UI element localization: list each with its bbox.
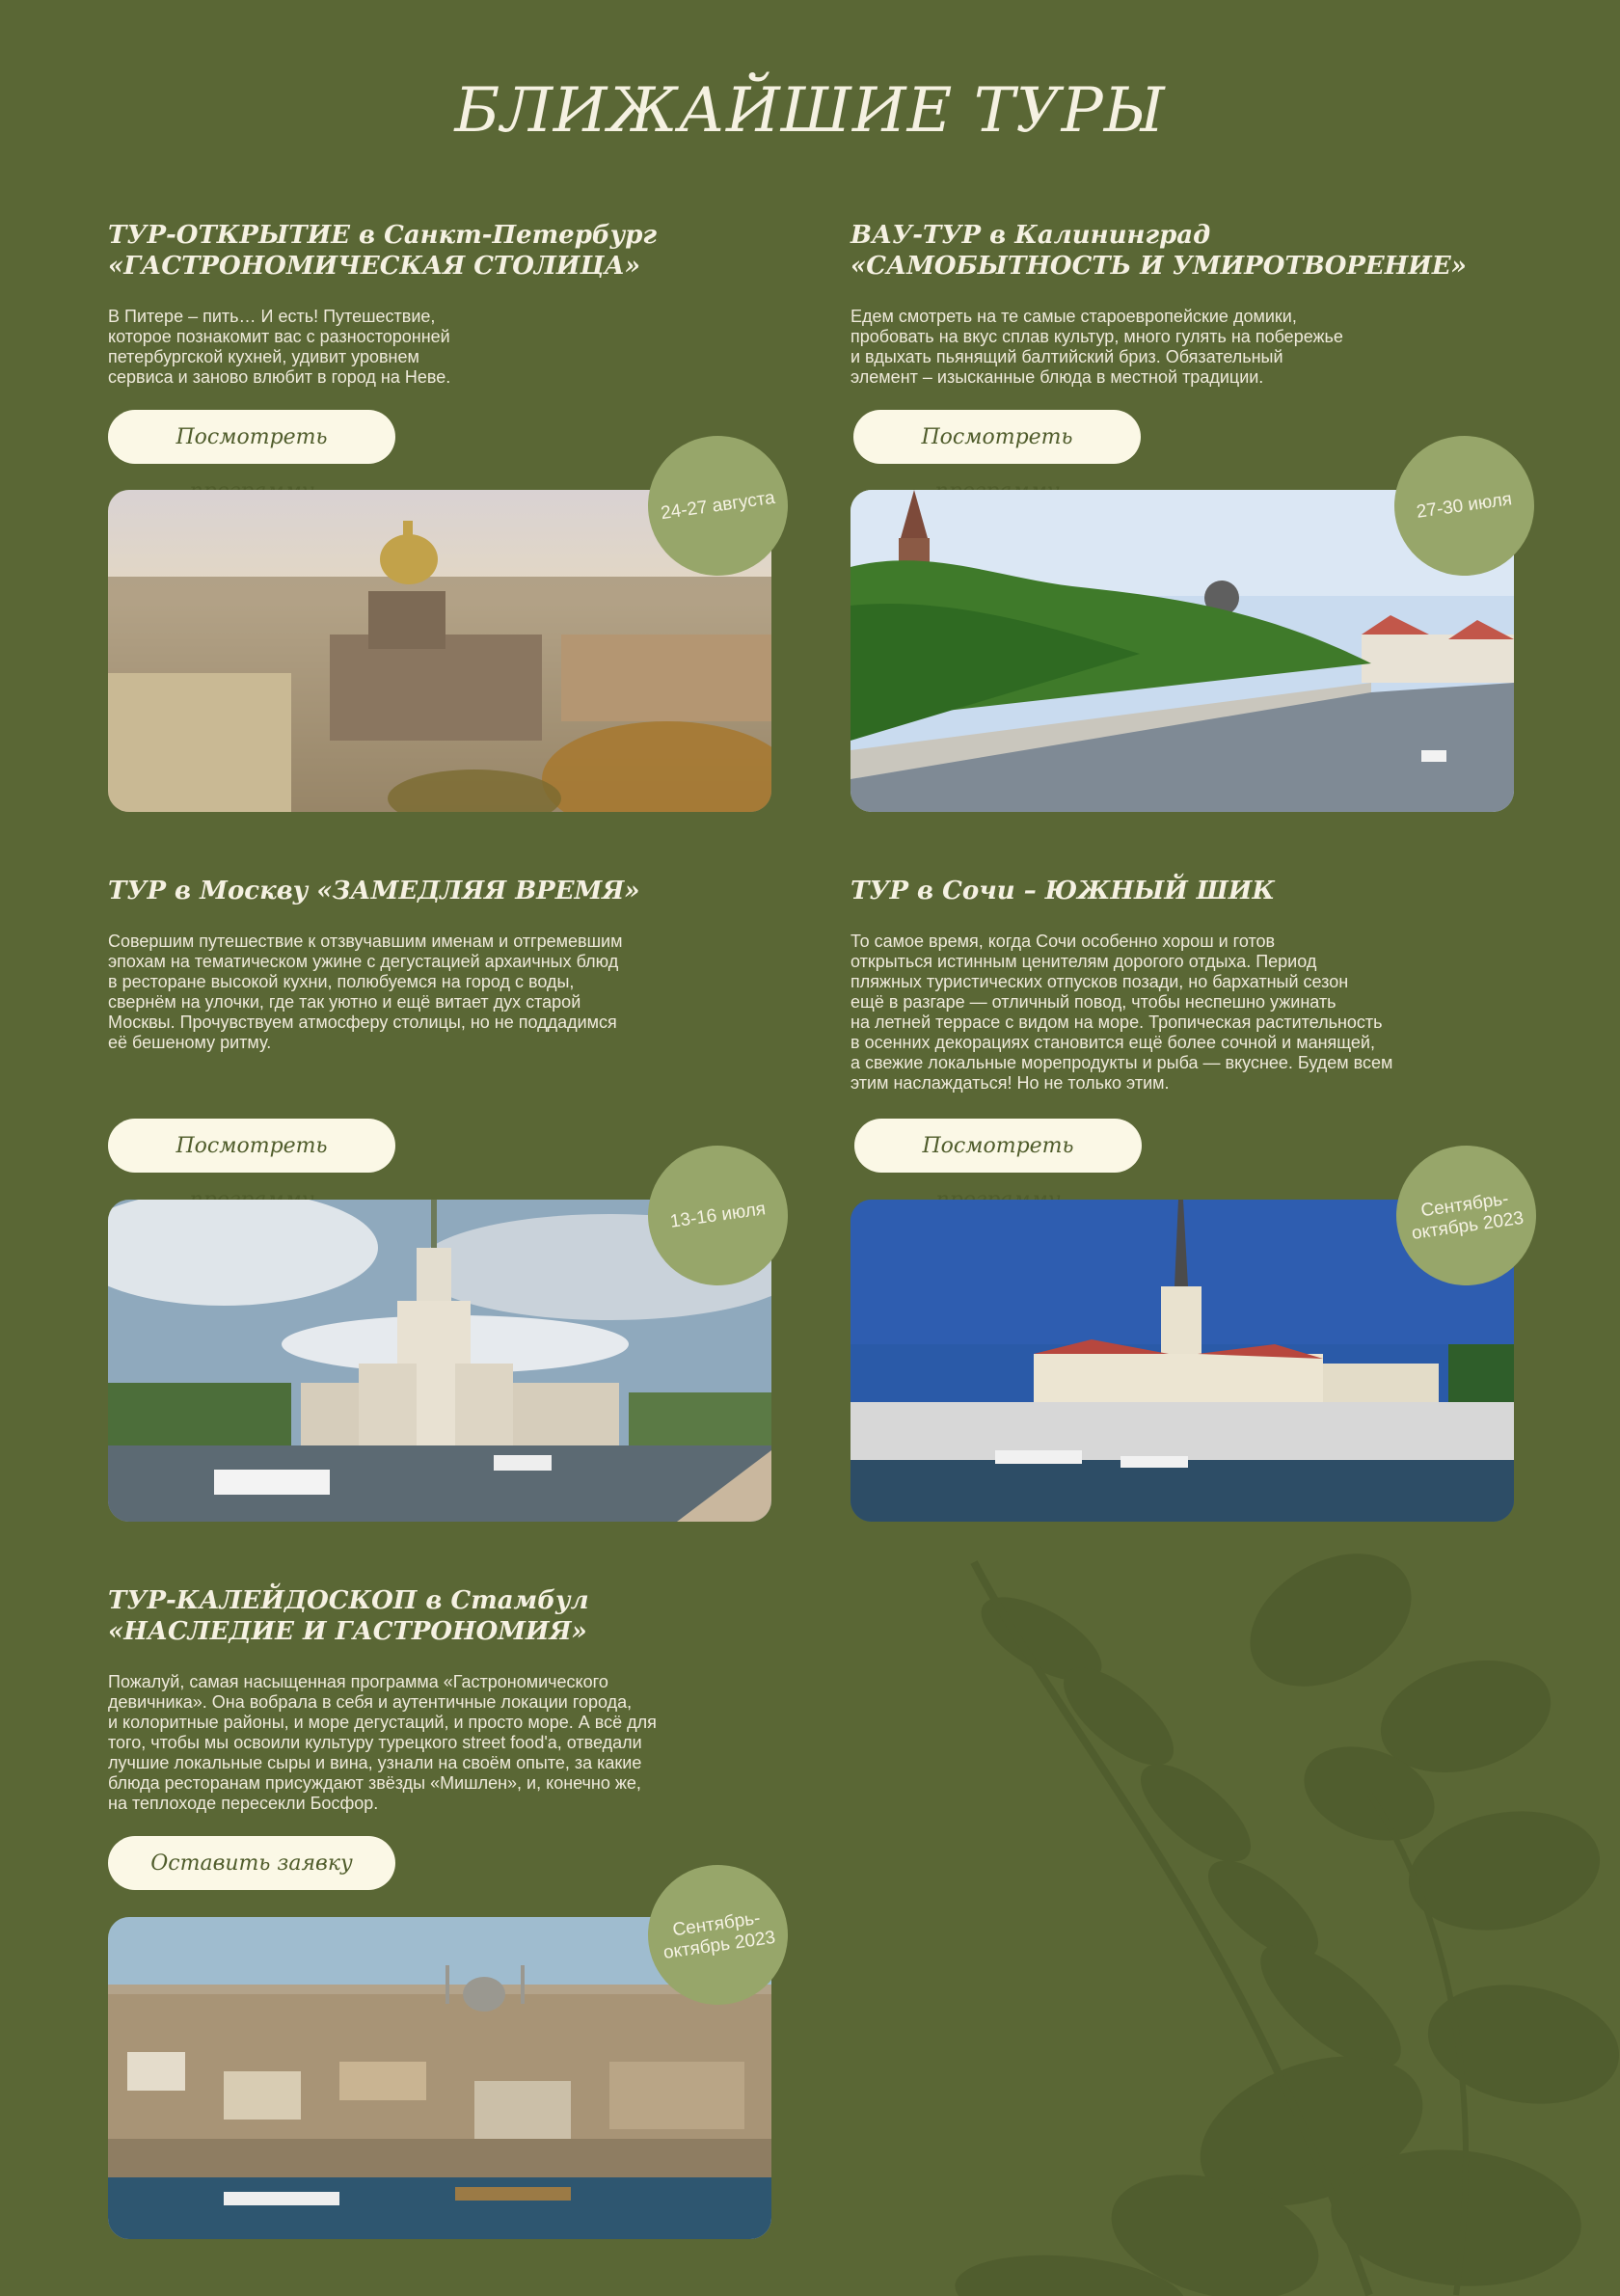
tour-title: ТУР в Москву «ЗАМЕДЛЯЯ ВРЕМЯ» xyxy=(108,877,640,905)
tour-title: ТУР-КАЛЕЙДОСКОП в Стамбул «НАСЛЕДИЕ И ГАСТРОНОМИЯ» xyxy=(108,1586,589,1646)
view-program-button[interactable]: Посмотреть xyxy=(108,410,395,464)
page-title: БЛИЖАЙШИЕ ТУРЫ xyxy=(454,75,1166,147)
submit-request-button[interactable]: Оставить заявку xyxy=(108,1836,395,1890)
tour-card-kaliningrad xyxy=(850,220,1516,810)
tour-description: Совершим путешествие к отзвучавшим именам и отгремевшим эпохам на тематическом ужине с дегустацией архаичных блюд в ресторане высокой кухни, полюбуемся на город с воды, свернём на улочки, где так уютно и ещё витает дух старой Москвы. Прочувствуем атмосферу столицы, но не поддадимся её бешеному ритму. xyxy=(108,932,623,1052)
tour-card-saint-petersburg xyxy=(108,220,776,810)
tour-card-istanbul xyxy=(108,1585,777,2241)
decorative-plant-illustration xyxy=(829,1504,1620,2296)
view-program-button[interactable]: Посмотреть xyxy=(853,410,1141,464)
date-badge: 24-27 августа xyxy=(639,427,797,585)
tour-title: ТУР-ОТКРЫТИЕ в Санкт-Петербург «ГАСТРОНОМИЧЕСКАЯ СТОЛИЦА» xyxy=(108,221,658,281)
tour-description: Едем смотреть на те самые староевропейские домики, пробовать на вкус сплав культур, много гулять на побережье и вдыхать пьянящий балтийский бриз. Обязательный элемент – изысканные блюда в местной традиции. xyxy=(850,307,1343,387)
tour-description: Пожалуй, самая насыщенная программа «Гастрономического девичника». Она вобрала в себя и аутентичные локации города, и колоритные районы, и море дегустаций, и просто море. А всё для того, чтобы мы освоили культуру турецкого street food'a, отведали лучшие локальные сыры и вина, узнали на своём опыте, за какие блюда ресторанам присуждают звёзды «Мишлен», и, конечно же, на теплоходе пересекли Босфор. xyxy=(108,1672,657,1813)
tour-card-moscow xyxy=(108,876,773,1522)
view-program-button[interactable]: Посмотреть xyxy=(854,1119,1142,1173)
tour-description: То самое время, когда Сочи особенно хорош и готов открыться истинным ценителям дорогого отдыха. Период пляжных туристических отпусков позади, но бархатный сезон ещё в разгаре — отличный повод, чтобы неспешно ужинать на летней террасе с видом на море. Тропическая растительность в осенних декорациях становится ещё более сочной и манящей, а свежие локальные морепродукты и рыба — вкуснее. Будем всем этим наслаждаться! Но не только этим. xyxy=(850,932,1393,1093)
date-badge: 27-30 июля xyxy=(1386,427,1544,585)
tour-card-sochi xyxy=(850,876,1526,1522)
date-badge: Сентябрь- октябрь 2023 xyxy=(1388,1137,1546,1295)
date-badge: Сентябрь- октябрь 2023 xyxy=(639,1856,797,2014)
date-badge: 13-16 июля xyxy=(639,1137,797,1295)
tour-title: ВАУ-ТУР в Калининград «САМОБЫТНОСТЬ И УМИРОТВОРЕНИЕ» xyxy=(850,221,1467,281)
tour-title: ТУР в Сочи – ЮЖНЫЙ ШИК xyxy=(850,877,1275,905)
view-program-button[interactable]: Посмотреть xyxy=(108,1119,395,1173)
tour-description: В Питере – пить… И есть! Путешествие, которое познакомит вас с разносторонней петербургской кухней, удивит уровнем сервиса и заново влюбит в город на Неве. xyxy=(108,307,451,387)
